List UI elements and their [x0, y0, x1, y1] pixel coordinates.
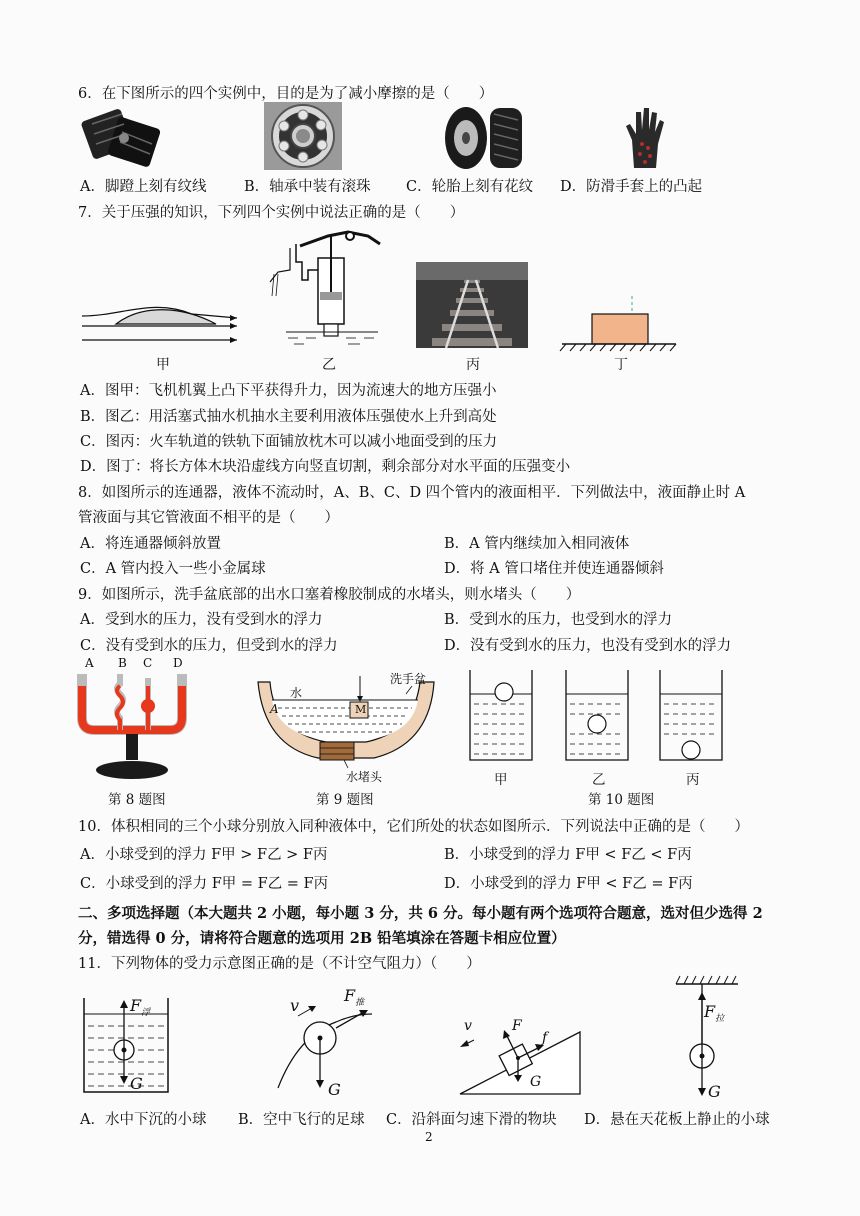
- q8-option-c: C．A 管内投入一些小金属球: [80, 561, 266, 577]
- q9-option-c: C．没有受到水的压力，但受到水的浮力: [80, 638, 338, 654]
- fig9-a-label: A: [270, 702, 279, 716]
- q11b-g-label: G: [328, 1080, 341, 1099]
- pump-figure: [268, 222, 382, 346]
- wing-figure: [82, 296, 242, 346]
- q11d-g-label: G: [708, 1082, 721, 1101]
- bearing-image: [264, 102, 342, 170]
- q11b-v-label: v: [290, 996, 300, 1015]
- fig10-caption: 第 10 题图: [588, 792, 655, 808]
- fig9-water-label: 水: [290, 686, 303, 700]
- q11-option-d: D．悬在天花板上静止的小球: [584, 1112, 770, 1128]
- block-figure: [560, 296, 680, 352]
- q9-option-d: D．没有受到水的压力，也没有受到水的浮力: [444, 638, 732, 654]
- q6-option-c: C．轮胎上刻有花纹: [406, 179, 534, 195]
- q8-option-d: D．将 A 管口堵住并使连通器倾斜: [444, 561, 664, 577]
- fig8-label-c: C: [143, 656, 153, 670]
- q11-option-c: C．沿斜面匀速下滑的物块: [386, 1112, 557, 1128]
- tire-image: [442, 106, 526, 170]
- fig-ding-label: 丁: [614, 357, 628, 373]
- section2-heading-1: 二、多项选择题（本大题共 2 小题，每小题 3 分，共 6 分。每小题有两个选项符合题意，选对但少选得 2: [78, 905, 763, 922]
- q6-stem: 6．在下图所示的四个实例中，目的是为了减小摩擦的是（ ）: [78, 86, 494, 102]
- q11c-g-label: G: [530, 1074, 542, 1090]
- q10-stem: 10．体积相同的三个小球分别放入同种液体中，它们所处的状态如图所示．下列说法中正确的是（ ）: [78, 819, 749, 835]
- q11c-friction-label: f: [542, 1030, 548, 1046]
- q9-stem: 9．如图所示，洗手盆底部的出水口塞着橡胶制成的水堵头，则水堵头（ ）: [78, 587, 581, 603]
- q11b-fpush-label: $F_推$: [344, 986, 365, 1009]
- q8-stem-2: 管液面与其它管液面不相平的是（ ）: [78, 510, 339, 526]
- fig9-m-label: M: [355, 703, 367, 716]
- q11a-g-label: G: [130, 1074, 143, 1093]
- section2-heading-2: 分，错选得 0 分，请将符合题意的选项用 2B 铅笔填涂在答题卡相应位置）: [78, 930, 566, 947]
- q11-stem: 11．下列物体的受力示意图正确的是（不计空气阻力）（ ）: [78, 956, 481, 972]
- q9-option-a: A．受到水的压力，没有受到水的浮力: [80, 612, 323, 628]
- railway-figure: [416, 262, 528, 348]
- q10-option-a: A．小球受到的浮力 F甲 > F乙 > F丙: [80, 847, 328, 863]
- q7-option-b: B．图乙：用活塞式抽水机抽水主要利用液体压强使水上升到高处: [80, 409, 497, 425]
- fig9-plug-label: 水堵头: [346, 770, 383, 784]
- q11-option-b: B．空中飞行的足球: [238, 1112, 365, 1128]
- q7-option-a: A．图甲：飞机机翼上凸下平获得升力，因为流速大的地方压强小: [80, 383, 497, 399]
- fig8-label-a: A: [85, 656, 94, 670]
- q10-option-d: D．小球受到的浮力 F甲 < F乙 = F丙: [444, 876, 693, 892]
- q7-option-d: D．图丁：将长方体木块沿虚线方向竖直切割，剩余部分对水平面的压强变小: [80, 459, 571, 475]
- q8-stem-1: 8．如图所示的连通器，液体不流动时，A、B、C、D 四个管内的液面相平．下列做法中，液面静止时 A: [78, 485, 746, 501]
- q11-fig-d: [672, 976, 742, 1100]
- page-number: 2: [425, 1130, 433, 1144]
- glove-image: [622, 104, 668, 170]
- q10-option-c: C．小球受到的浮力 F甲 = F乙 = F丙: [80, 876, 329, 892]
- pedal-image: [82, 104, 166, 170]
- fig10-yi-label: 乙: [592, 772, 606, 788]
- fig10-bing-label: 丙: [686, 772, 700, 788]
- q11-fig-a: [82, 996, 174, 1096]
- q6-option-d: D．防滑手套上的凸起: [560, 179, 703, 195]
- q10-option-b: B．小球受到的浮力 F甲 < F乙 < F丙: [444, 847, 692, 863]
- fig-bing-label: 丙: [466, 357, 480, 373]
- q8-option-b: B．A 管内继续加入相同液体: [444, 536, 630, 552]
- fig8-label-d: D: [173, 656, 183, 670]
- fig-yi-label: 乙: [322, 357, 336, 373]
- q11a-f-label: $F_浮$: [130, 996, 151, 1019]
- fig-jia-label: 甲: [156, 357, 170, 373]
- q11d-fpull-label: $F_拉$: [704, 1002, 725, 1025]
- fig8-label-b: B: [118, 656, 127, 670]
- q8-option-a: A．将连通器倾斜放置: [80, 536, 221, 552]
- fig10-jia-label: 甲: [494, 772, 508, 788]
- fig9-basin-label: 洗手盆: [390, 672, 427, 686]
- q9-option-b: B．受到水的压力，也受到水的浮力: [444, 612, 673, 628]
- q11-option-a: A．水中下沉的小球: [80, 1112, 207, 1128]
- q11c-v-label: v: [464, 1018, 472, 1034]
- q7-stem: 7．关于压强的知识，下列四个实例中说法正确的是（ ）: [78, 205, 465, 221]
- q6-option-b: B．轴承中装有滚珠: [244, 179, 371, 195]
- fig9-caption: 第 9 题图: [316, 792, 374, 808]
- fig8-caption: 第 8 题图: [108, 792, 166, 808]
- three-beakers-figure: [466, 668, 736, 764]
- q6-option-a: A．脚蹬上刻有纹线: [80, 179, 207, 195]
- q11c-f-label: F: [512, 1018, 522, 1034]
- connected-vessel-figure: [74, 672, 190, 784]
- q7-option-c: C．图丙：火车轨道的铁轨下面铺放枕木可以减小地面受到的压力: [80, 434, 498, 450]
